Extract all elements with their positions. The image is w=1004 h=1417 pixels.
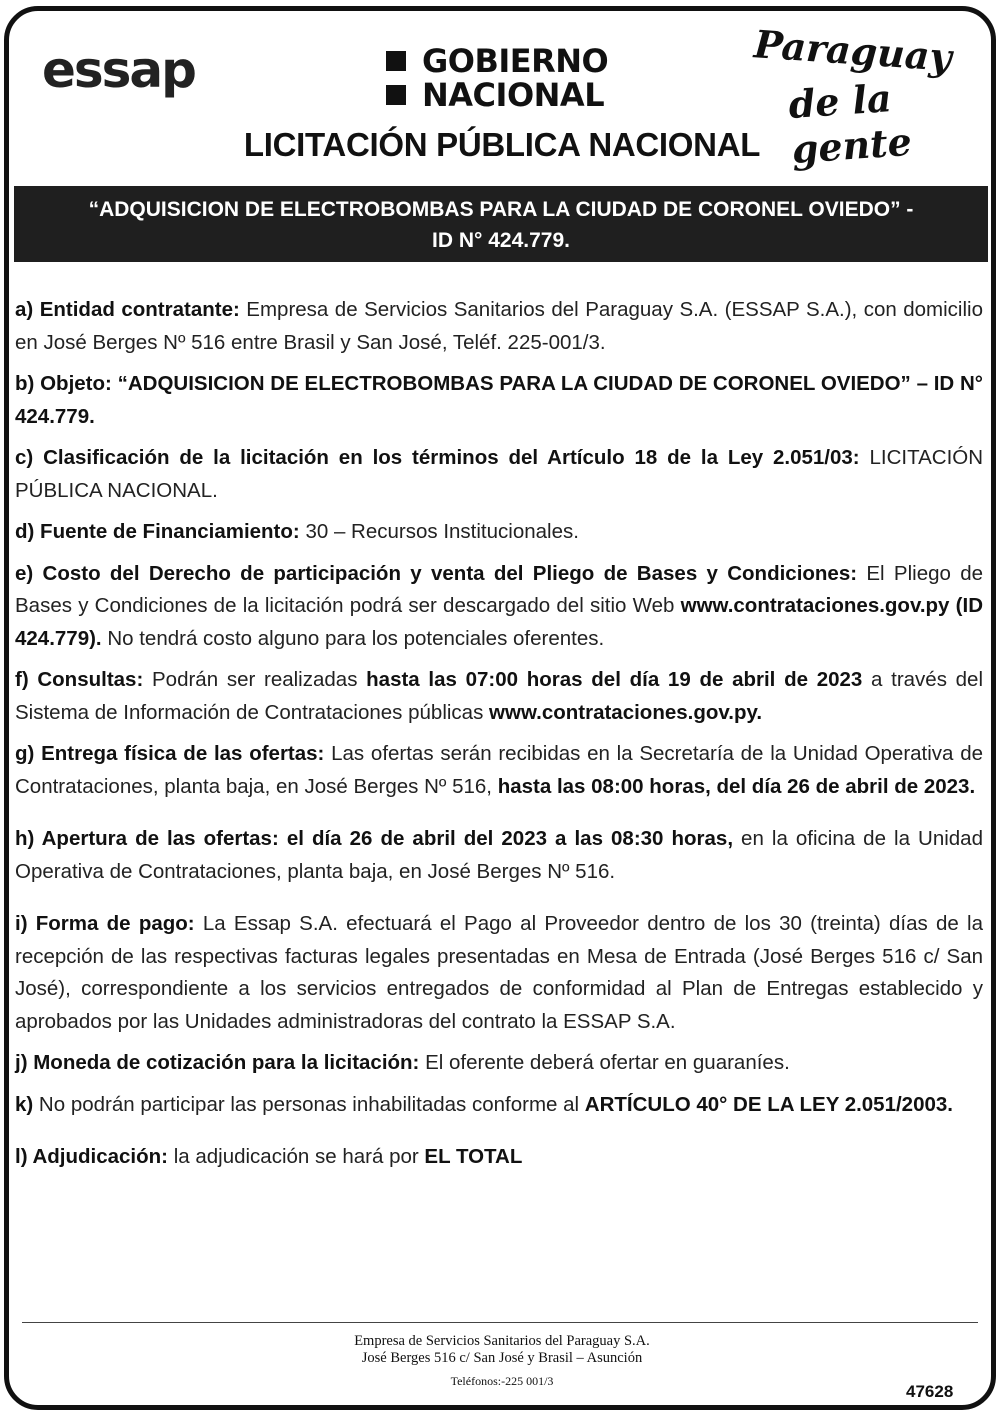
paraguay-de-la-gente-logo: [746, 21, 966, 173]
banner-line1: “ADQUISICION DE ELECTROBOMBAS PARA LA CIUDAD DE CORONEL OVIEDO” -: [88, 198, 914, 221]
section-k-label: k): [15, 1092, 34, 1116]
essap-logo: [42, 42, 195, 98]
section-l-label: l) Adjudicación:: [15, 1145, 168, 1168]
section-e-text1: El Pliego de Bases y Condiciones de la licitación podrá ser descargado del sitio Web: [15, 561, 984, 617]
section-i-text: La Essap S.A. efectuará el Pago al Proveedor dentro de los 30 (treinta) días de la recepción de las respectivas facturas legales presentadas en Mesa de Entrada (José Berges 516 c/ San José), correspondiente a los servicios entregados de conformidad al Plan de Entregas establecido y aprobados por las Unidades administradoras del contrato la ESSAP S.A.: [15, 912, 984, 1033]
section-e-text2: No tendrá costo alguno para los potenciales oferentes.: [101, 626, 605, 650]
section-d-text: 30 – Recursos Institucionales.: [299, 520, 579, 543]
section-e-label: e) Costo del Derecho de participación y venta del Pliego de Bases y Condiciones:: [15, 561, 858, 585]
py-line1: Paraguay: [752, 21, 954, 80]
section-g: [15, 738, 983, 803]
square-icon: [386, 85, 406, 105]
section-c-label: c) Clasificación de la licitación en los términos del Artículo 18 de la Ley 2.051/03:: [15, 446, 860, 469]
footer-line2: José Berges 516 c/ San José y Brasil – Asunción: [361, 1350, 643, 1366]
section-k: [15, 1089, 983, 1122]
section-i: [15, 908, 983, 1038]
section-h-text: en la oficina de la Unidad Operativa de Contrataciones, planta baja, en José Berges Nº 516.: [15, 827, 983, 883]
section-l-bold: EL TOTAL: [424, 1145, 523, 1168]
tender-banner: [14, 186, 988, 262]
section-d-label: d) Fuente de Financiamiento:: [15, 520, 300, 543]
section-j-label: j) Moneda de cotización para la licitación:: [15, 1051, 420, 1074]
ad-code: 47628: [906, 1382, 954, 1401]
section-a-text: Empresa de Servicios Sanitarios del Paraguay S.A. (ESSAP S.A.), con domicilio en José Berges Nº 516 entre Brasil y San José, Teléf. 225-001/3.: [15, 298, 983, 354]
section-i-label: i) Forma de pago:: [15, 912, 195, 935]
section-g-label: g) Entrega física de las ofertas:: [15, 742, 325, 765]
gob-line2: NACIONAL: [422, 76, 605, 114]
section-l-text: la adjudicación se hará por: [168, 1145, 425, 1168]
gob-line1: GOBIERNO: [422, 42, 609, 80]
section-a-label: a) Entidad contratante:: [15, 298, 240, 321]
footer: [0, 1333, 1004, 1390]
section-e-bold: www.contrataciones.gov.py (ID 424.779).: [15, 594, 983, 650]
gobierno-nacional-logo: [386, 44, 608, 112]
section-g-text1: Las ofertas serán recibidas en la Secretaría de la Unidad Operativa de Contrataciones, planta baja, en José Berges Nº 516,: [15, 742, 983, 798]
section-b: [15, 368, 983, 433]
section-c-text: LICITACIÓN PÚBLICA NACIONAL.: [15, 446, 984, 502]
banner-line2: ID N° 424.779.: [432, 229, 570, 252]
py-line2: de la gente: [787, 75, 914, 173]
section-k-text: No podrán participar las personas inhabilitadas conforme al: [33, 1092, 585, 1116]
section-d: [15, 516, 983, 549]
section-j: [15, 1047, 983, 1080]
page-title: LICITACIÓN PÚBLICA NACIONAL: [243, 126, 761, 163]
section-c: [15, 442, 983, 507]
square-icon: [386, 51, 406, 71]
section-j-text: El oferente deberá ofertar en guaraníes.: [419, 1051, 790, 1074]
section-e: [15, 558, 983, 656]
tender-details: [15, 294, 983, 1183]
section-h-label: h) Apertura de las ofertas: el día 26 de abril del 2023 a las 08:30 horas,: [15, 827, 734, 850]
section-b-label: b) Objeto: “ADQUISICION DE ELECTROBOMBAS PARA LA CIUDAD DE CORONEL OVIEDO” – ID N° 424.779.: [15, 372, 983, 428]
section-f-bold2: www.contrataciones.gov.py.: [489, 700, 763, 724]
section-f-bold1: hasta las 07:00 horas del día 19 de abril de 2023: [366, 668, 863, 691]
section-k-bold: ARTÍCULO 40° DE LA LEY 2.051/2003.: [584, 1092, 953, 1116]
section-a: [15, 294, 983, 359]
section-f-label: f) Consultas:: [15, 668, 144, 691]
footer-divider: [22, 1322, 978, 1323]
essap-logo-text: essap: [42, 41, 195, 99]
section-f: [15, 664, 983, 729]
footer-line1: Empresa de Servicios Sanitarios del Paraguay S.A.: [354, 1333, 650, 1349]
section-f-text1: Podrán ser realizadas: [143, 668, 367, 691]
section-l: [15, 1141, 983, 1174]
section-h: [15, 823, 983, 888]
section-f-text2: a través del Sistema de Información de Contrataciones públicas: [15, 668, 984, 724]
section-g-bold: hasta las 08:00 horas, del día 26 de abril de 2023.: [497, 774, 976, 798]
footer-line3: Teléfonos:-225 001/3: [450, 1374, 554, 1388]
